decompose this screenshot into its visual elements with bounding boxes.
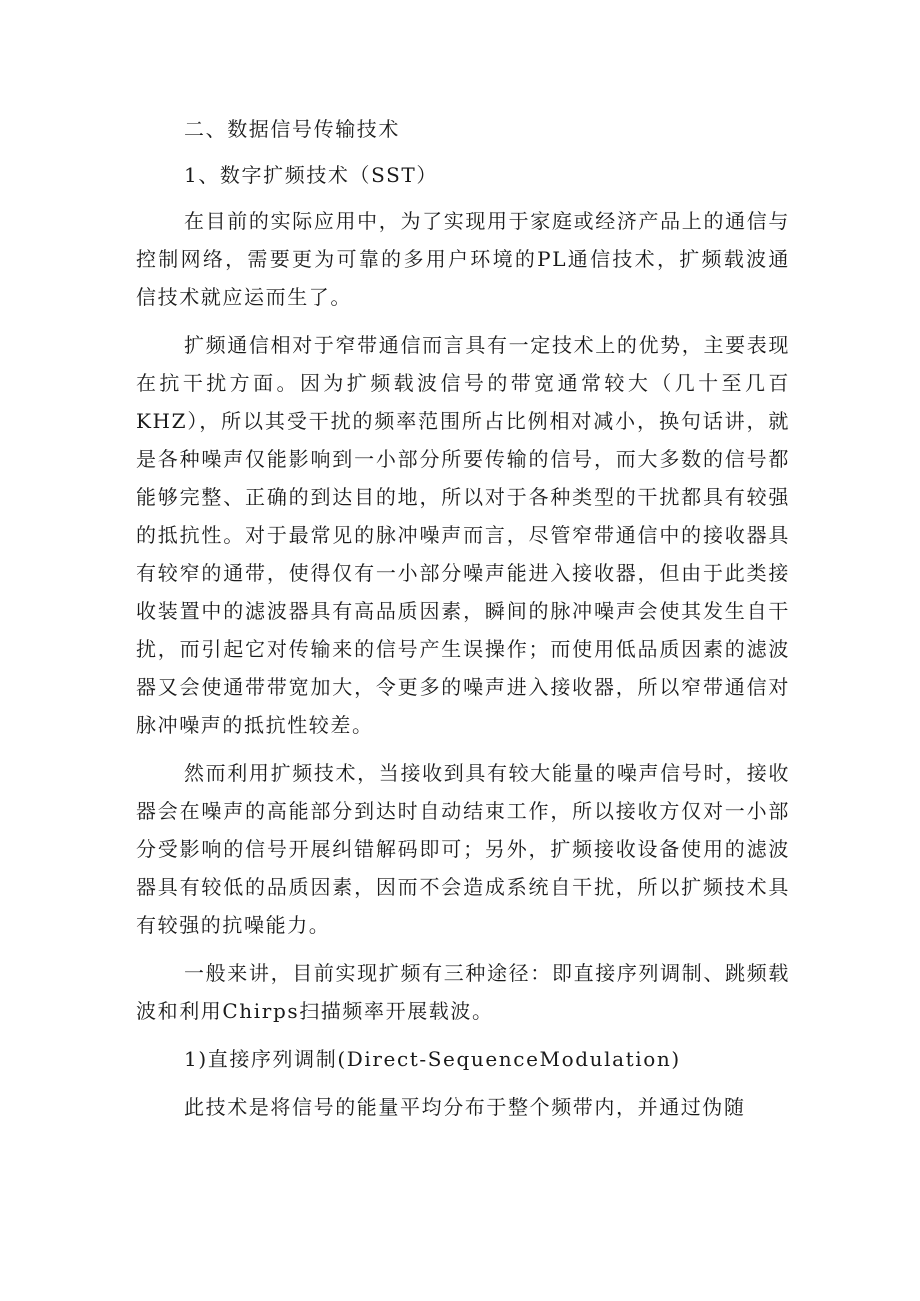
paragraph-spread-spectrum: 然而利用扩频技术，当接收到具有较大能量的噪声信号时，接收器会在噪声的高能部分到达时自动结束工作，所以接收方仅对一小部分受影响的信号开展纠错解码即可；另外，扩频接收设备使用的滤波器具有较低的品质因素，因而不会造成系统自干扰，所以扩频技术具有较强的抗噪能力。	[136, 761, 790, 937]
paragraph-advantages: 扩频通信相对于窄带通信而言具有一定技术上的优势，主要表现在抗干扰方面。因为扩频载波信号的带宽通常较大（几十至几百KHZ），所以其受干扰的频率范围所占比例相对减小，换句话讲，就是各种噪声仅能影响到一小部分所要传输的信号，而大多数的信号都能够完整、正确的到达目的地，所以对于各种类型的干扰都具有较强的抵抗性。对于最常见的脉冲噪声而言，尽管窄带通信中的接收器具有较窄的通带，使得仅有一小部分噪声能进入接收器，但由于此类接收装置中的滤波器具有高品质因素，瞬间的脉冲噪声会使其发生自干扰，而引起它对传输来的信号产生误操作；而使用低品质因素的滤波器又会使通带带宽加大，令更多的噪声进入接收器，所以窄带通信对脉冲噪声的抵抗性较差。	[136, 333, 790, 737]
document-page	[136, 110, 790, 1126]
paragraph-direct-sequence: 此技术是将信号的能量平均分布于整个频带内，并通过伪随	[184, 1095, 746, 1119]
subheading-direct-sequence: 1)直接序列调制(Direct-SequenceModulation)	[184, 1047, 681, 1071]
section-heading: 二、数据信号传输技术	[184, 117, 400, 141]
paragraph-intro: 在目前的实际应用中，为了实现用于家庭或经济产品上的通信与控制网络，需要更为可靠的多用户环境的PL通信技术，扩频载波通信技术就应运而生了。	[136, 209, 790, 309]
paragraph-methods: 一般来讲，目前实现扩频有三种途径：即直接序列调制、跳频载波和利用Chirps扫描频率开展载波。	[136, 961, 790, 1023]
subsection-heading: 1、数字扩频技术（SST）	[184, 163, 438, 187]
